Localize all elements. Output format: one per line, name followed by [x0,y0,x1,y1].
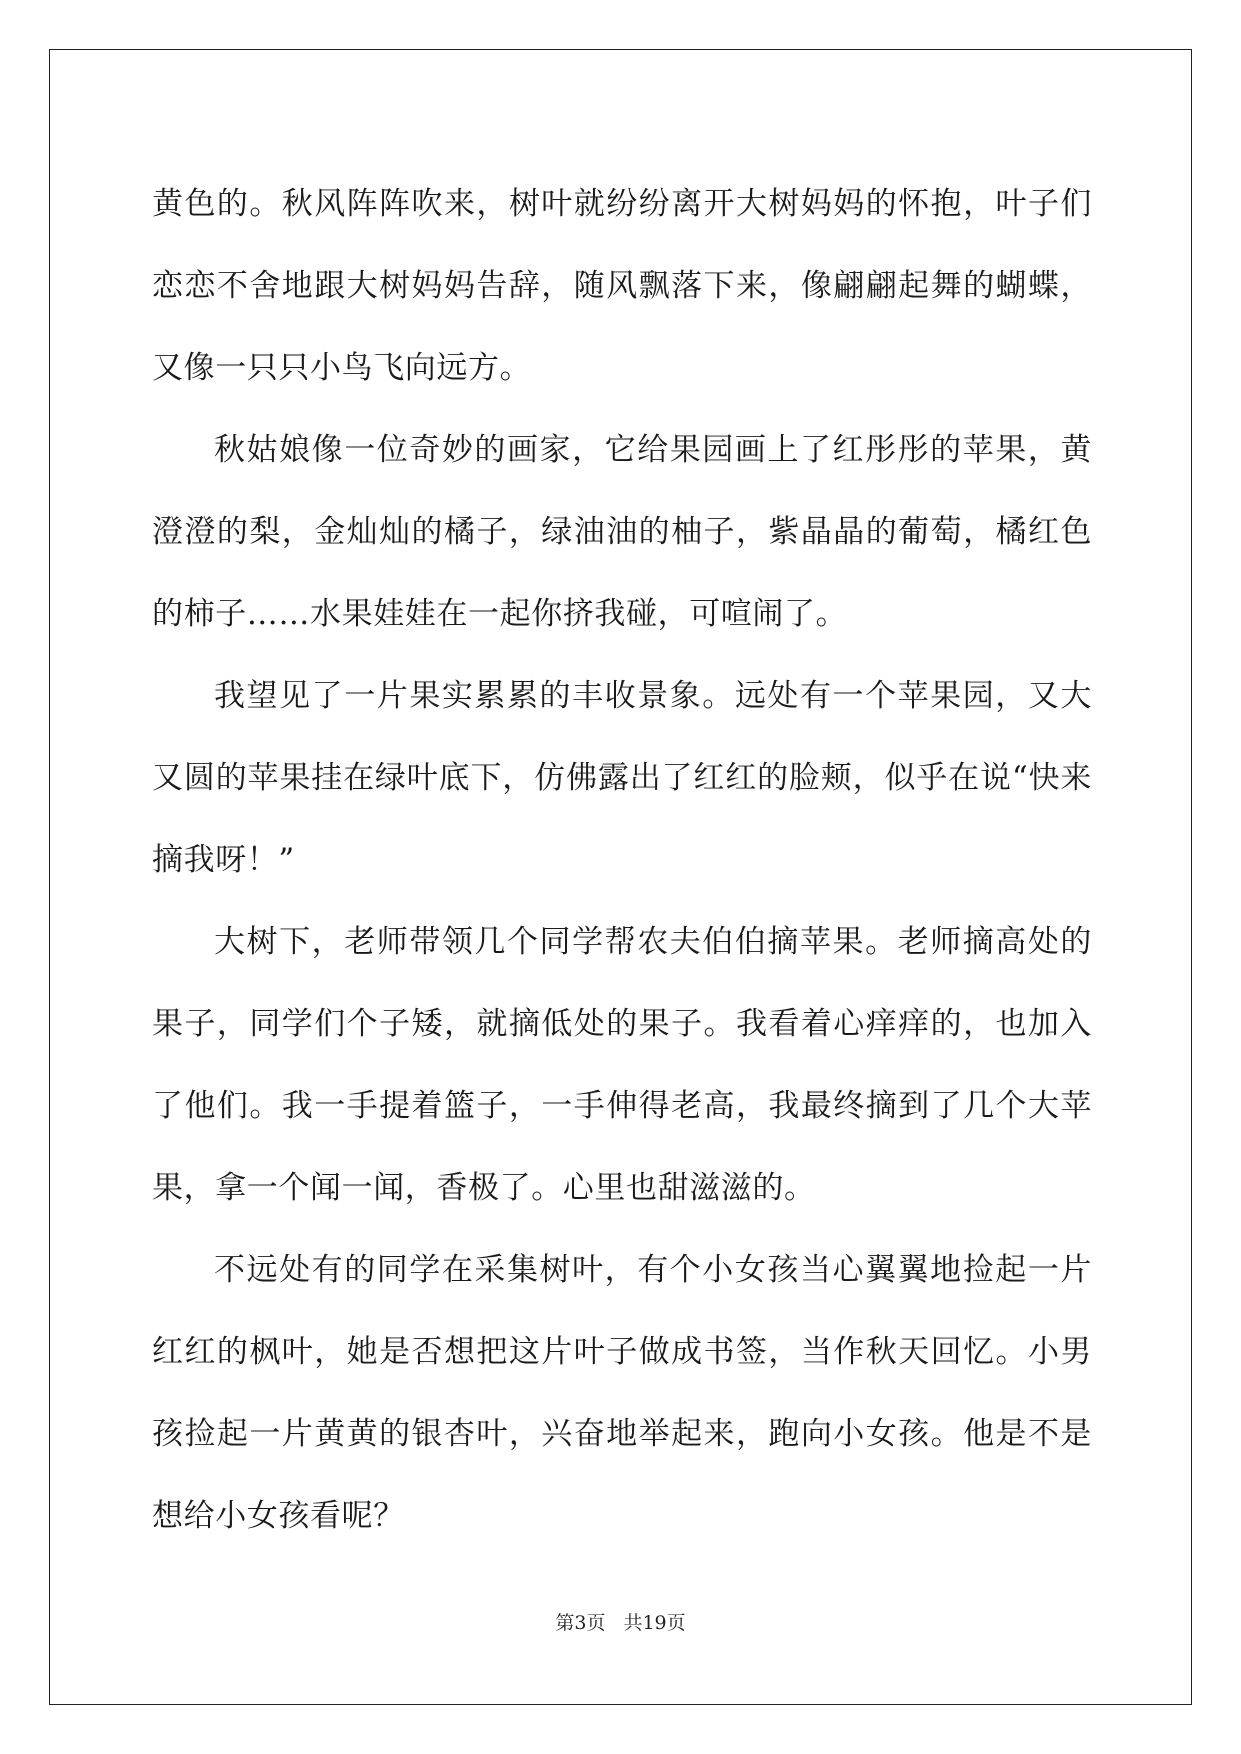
paragraph: 我望见了一片果实累累的丰收景象。远处有一个苹果园，又大又圆的苹果挂在绿叶底下，仿佛露出了红红的脸颊，似乎在说“快来摘我呀！” [152,678,1092,878]
page-number: 第3页 [555,1612,606,1634]
paragraph: 大树下，老师带领几个同学帮农夫伯伯摘苹果。老师摘高处的果子，同学们个子矮，就摘低处的果子。我看着心痒痒的，也加入了他们。我一手提着篮子，一手伸得老高，我最终摘到了几个大苹果，拿一个闻一闻，香极了。心里也甜滋滋的。 [152,924,1092,1206]
paragraph: 秋姑娘像一位奇妙的画家，它给果园画上了红彤彤的苹果，黄澄澄的梨，金灿灿的橘子，绿油油的柚子，紫晶晶的葡萄，橘红色的柿子……水果娃娃在一起你挤我碰，可喧闹了。 [152,432,1092,632]
page-total: 共19页 [623,1612,686,1634]
paragraph: 不远处有的同学在采集树叶，有个小女孩当心翼翼地捡起一片红红的枫叶，她是否想把这片叶子做成书签，当作秋天回忆。小男孩捡起一片黄黄的银杏叶，兴奋地举起来，跑向小女孩。他是不是想给小女孩看呢？ [152,1252,1092,1534]
document-body [152,163,1092,1557]
page-footer [0,1608,1241,1635]
paragraph-continuation: 黄色的。秋风阵阵吹来，树叶就纷纷离开大树妈妈的怀抱，叶子们恋恋不舍地跟大树妈妈告辞，随风飘落下来，像翩翩起舞的蝴蝶，又像一只只小鸟飞向远方。 [152,186,1092,386]
